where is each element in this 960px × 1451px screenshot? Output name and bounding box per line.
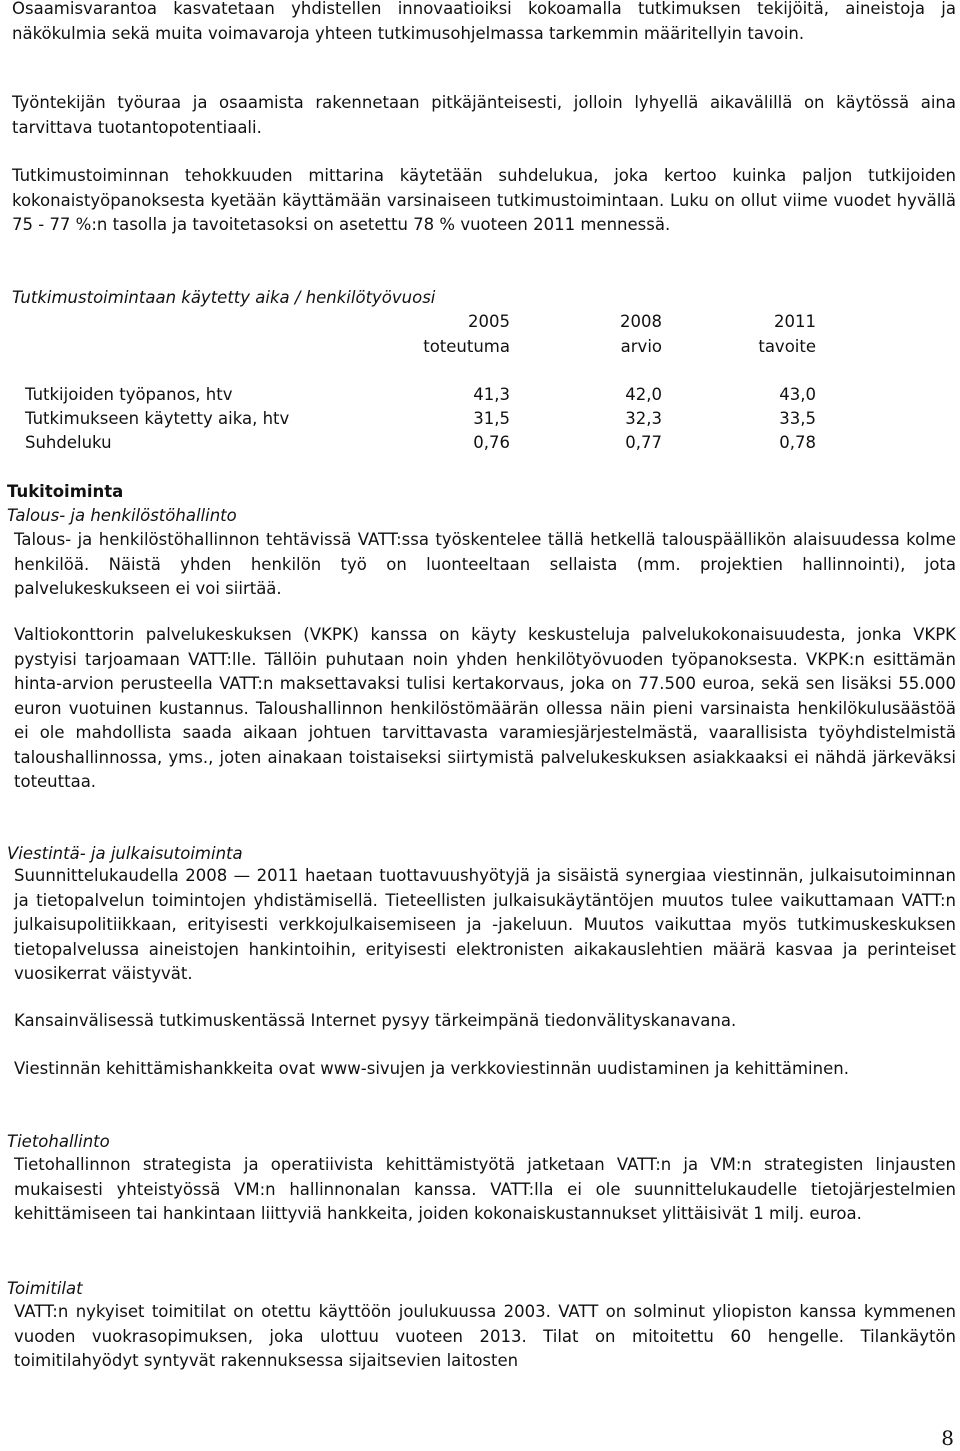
subheading-toimitilat: Toimitilat — [7, 1279, 83, 1298]
paragraph-talous-2: Valtiokonttorin palvelukeskuksen (VKPK) kanssa on käyty keskusteluja palvelukokonaisuudesta, jonka VKPK pystyisi tarjoamaan VATT:lle. Tällöin puhutaan noin yhden henkilötyövuoden työpanoksesta. VKPK:n esittämän hinta-arvion perusteella VATT:n maksettavaksi tulisi kertakorvaus, joka on 77.500 euroa, sekä sen lisäksi 55.000 euron vuotuinen kustannus. Taloushallinnon henkilöstömäärän ollessa näin pieni varsinaista henkilökulusäästöä ei ole mahdollista saada aikaan johtuen tarvittavasta varamiesjärjestelmästä, vaarallisista työyhdistelmistä taloushallinnossa, yms., joten ainakaan toistaiseksi siirtymistä palvelukeskuksen asiakkaaksi ei nähdä järkeväksi toteuttaa. — [14, 625, 956, 791]
table-cell: 31,5 — [473, 409, 510, 428]
table-cell: 0,78 — [779, 433, 816, 452]
paragraph-viestinta-2: Kansainvälisessä tutkimuskentässä Internet pysyy tärkeimpänä tiedonvälityskanavana. — [14, 1011, 737, 1030]
paragraph-osaamisvaranto: Osaamisvarantoa kasvatetaan yhdistellen innovaatioiksi kokoamalla tutkimuksen tekijöitä, aineistoja ja näkökulmia sekä muita voimavaroja yhteen tutkimusohjelmassa tarkemmin määritellyin tavoin. — [12, 0, 956, 43]
col-year-2008: 2008 — [620, 312, 662, 331]
col-year-2005: 2005 — [468, 312, 510, 331]
col-label-toteutuma: toteutuma — [423, 337, 510, 356]
table-title: Tutkimustoimintaan käytetty aika / henkilötyövuosi — [12, 288, 436, 307]
subheading-viestinta: Viestintä- ja julkaisutoiminta — [7, 844, 243, 863]
paragraph-tietohallinto: Tietohallinnon strategista ja operatiivista kehittämistyötä jatketaan VATT:n ja VM:n strategisten linjausten mukaisesti yhteistyössä VM:n hallinnonalan kanssa. VATT:lla ei ole suunnittelukaudelle tietojärjestelmien kehittämiseen tai hankintaan liittyviä hankkeita, joiden kokonaiskustannukset ylittäisivät 1 milj. euroa. — [14, 1155, 956, 1223]
table-cell: 42,0 — [625, 385, 662, 404]
table-cell: 33,5 — [779, 409, 816, 428]
col-label-arvio: arvio — [620, 337, 662, 356]
table-row-label: Tutkimukseen käytetty aika, htv — [25, 409, 290, 428]
table-cell: 0,77 — [625, 433, 662, 452]
paragraph-tyoura: Työntekijän työuraa ja osaamista rakennetaan pitkäjänteisesti, jolloin lyhyellä aikavälillä on käytössä aina tarvittava tuotantopotentiaali. — [12, 93, 956, 137]
subheading-talous: Talous- ja henkilöstöhallinto — [7, 506, 237, 525]
table-cell: 41,3 — [473, 385, 510, 404]
table-cell: 43,0 — [779, 385, 816, 404]
paragraph-viestinta-1: Suunnittelukaudella 2008 — 2011 haetaan tuottavuushyötyjä ja sisäistä synergiaa viestinnän, julkaisutoiminnan ja tietopalvelun toimintojen yhdistämisellä. Tieteellisten julkaisukäytäntöjen muutos tulee vaikuttamaan VATT:n julkaisupolitiikkaan, erityisesti verkkojulkaisemiseen ja -jakeluun. Muutos vaikuttaa myös tutkimuskeskuksen tietopalvelussa aineistojen hankintoihin, erityisesti elektronisten aikakauslehtien määrä kasvaa ja perinteiset vuosikerrat väistyvät. — [14, 866, 956, 983]
paragraph-talous-1: Talous- ja henkilöstöhallinnon tehtävissä VATT:ssa työskentelee tällä hetkellä talouspäällikön alaisuudessa kolme henkilöä. Näistä yhden henkilön työ on luonteeltaan sellaista (mm. projektien hallinnointi), jota palvelukeskukseen ei voi siirtää. — [14, 530, 956, 598]
section-heading-tukitoiminta: Tukitoiminta — [7, 482, 124, 501]
subheading-tietohallinto: Tietohallinto — [7, 1132, 110, 1151]
col-year-2011: 2011 — [774, 312, 816, 331]
paragraph-viestinta-3: Viestinnän kehittämishankkeita ovat www-sivujen ja verkkoviestinnän uudistaminen ja kehittäminen. — [14, 1059, 849, 1078]
paragraph-toimitilat: VATT:n nykyiset toimitilat on otettu käyttöön joulukuussa 2003. VATT on solminut yliopiston kanssa kymmenen vuoden vuokrasopimuksen, joka ulottuu vuoteen 2013. Tilat on mitoitettu 60 hengelle. Tilankäytön toimitilahyödyt syntyvät rakennuksessa sijaitsevien laitosten — [14, 1302, 956, 1370]
page-number: 8 — [941, 1426, 954, 1450]
paragraph-tehokkuus: Tutkimustoiminnan tehokkuuden mittarina käytetään suhdelukua, joka kertoo kuinka paljon tutkijoiden kokonaistyöpanoksesta kyetään käyttämään varsinaiseen tutkimustoimintaan. Luku on ollut viime vuodet hyvällä 75 - 77 %:n tasolla ja tavoitetasoksi on asetettu 78 % vuoteen 2011 mennessä. — [12, 166, 956, 234]
table-cell: 32,3 — [625, 409, 662, 428]
col-label-tavoite: tavoite — [758, 337, 816, 356]
table-row-label: Tutkijoiden työpanos, htv — [25, 385, 233, 404]
table-cell: 0,76 — [473, 433, 510, 452]
table-row-label: Suhdeluku — [25, 433, 112, 452]
